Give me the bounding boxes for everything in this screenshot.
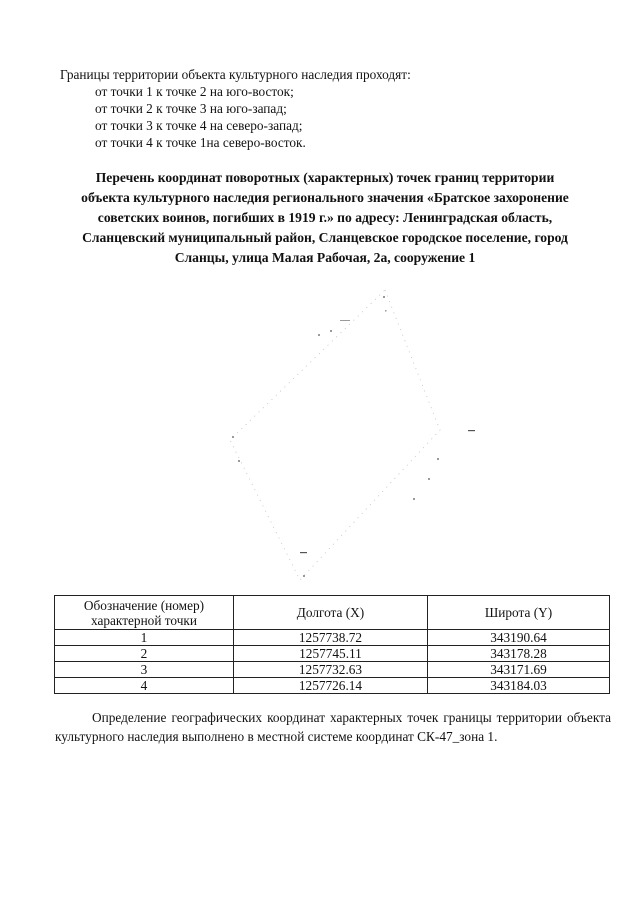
table-row bbox=[55, 662, 610, 678]
point-y: 343190.64 bbox=[428, 630, 610, 646]
boundary-item-2: от точки 2 к точке 3 на юго-запад; bbox=[95, 101, 287, 116]
plan-mark-13 bbox=[238, 460, 240, 462]
point-x: 1257738.72 bbox=[234, 630, 428, 646]
plan-mark-11 bbox=[303, 575, 305, 577]
plan-mark-8 bbox=[428, 478, 430, 480]
point-number: 1 bbox=[55, 630, 234, 646]
col-header-y: Широта (Y) bbox=[428, 596, 610, 630]
coordinates-table bbox=[54, 595, 610, 694]
heading-line-3: советских воинов, погибших в 1919 г.» по адресу: Ленинградская область, bbox=[97, 210, 553, 225]
point-x: 1257726.14 bbox=[234, 678, 428, 694]
heading-line-2: объекта культурного наследия регионального значения «Братское захоронение bbox=[81, 190, 569, 205]
document-heading bbox=[40, 168, 610, 268]
plan-mark-1 bbox=[383, 296, 385, 298]
intro-text: Границы территории объекта культурного наследия проходят: bbox=[60, 67, 411, 82]
col-header-point: Обозначение (номер) характерной точки bbox=[55, 596, 234, 630]
col-header-x: Долгота (X) bbox=[234, 596, 428, 630]
heading-line-5: Сланцы, улица Малая Рабочая, 2а, сооружение 1 bbox=[174, 250, 476, 265]
table-row bbox=[55, 646, 610, 662]
point-number: 4 bbox=[55, 678, 234, 694]
coordinate-system-note: Определение географических координат характерных точек границы территории объекта культурного наследия выполнено в местной системе координат СК-47_зона 1. bbox=[55, 710, 611, 744]
plan-mark-4 bbox=[330, 330, 332, 332]
plan-mark-5 bbox=[318, 334, 320, 336]
table-header-row bbox=[55, 596, 610, 630]
point-x: 1257745.11 bbox=[234, 646, 428, 662]
boundary-outline bbox=[230, 290, 440, 580]
plan-mark-2 bbox=[385, 310, 387, 312]
boundary-item-1: от точки 1 к точке 2 на юго-восток; bbox=[95, 84, 294, 99]
table-row bbox=[55, 630, 610, 646]
point-y: 343178.28 bbox=[428, 646, 610, 662]
table-row bbox=[55, 678, 610, 694]
plan-mark-6 bbox=[468, 430, 475, 431]
point-x: 1257732.63 bbox=[234, 662, 428, 678]
point-number: 3 bbox=[55, 662, 234, 678]
boundary-plan-faint bbox=[0, 260, 640, 590]
plan-mark-10 bbox=[300, 552, 307, 553]
point-y: 343184.03 bbox=[428, 678, 610, 694]
heading-line-1: Перечень координат поворотных (характерных) точек границ территории bbox=[95, 170, 555, 185]
boundary-item-4: от точки 4 к точке 1на северо-восток. bbox=[95, 135, 306, 150]
point-number: 2 bbox=[55, 646, 234, 662]
plan-mark-9 bbox=[413, 498, 415, 500]
plan-mark-3 bbox=[340, 320, 350, 321]
plan-mark-12 bbox=[232, 436, 234, 438]
point-y: 343171.69 bbox=[428, 662, 610, 678]
heading-line-4: Сланцевский муниципальный район, Сланцевское городское поселение, город bbox=[82, 230, 568, 245]
boundary-item-3: от точки 3 к точке 4 на северо-запад; bbox=[95, 118, 303, 133]
plan-mark-7 bbox=[437, 458, 439, 460]
